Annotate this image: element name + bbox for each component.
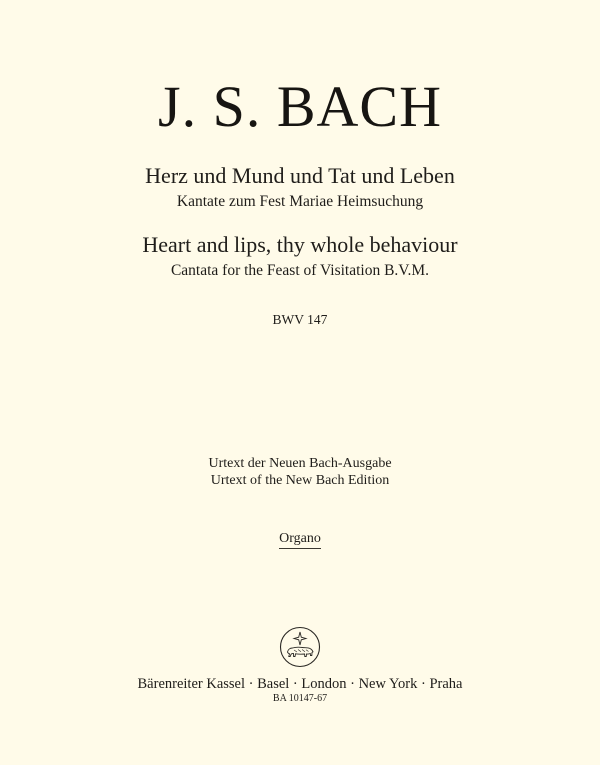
- bwv-catalog: BWV 147: [272, 312, 328, 327]
- subtitle-german: Kantate zum Fest Mariae Heimsuchung: [176, 193, 424, 210]
- title-english: Heart and lips, thy whole behaviour: [142, 232, 458, 257]
- instrument-label: Organo: [279, 530, 321, 549]
- subtitle-english: Cantata for the Feast of Visitation B.V.M.: [170, 262, 430, 279]
- composer-name: J. S. BACH: [158, 74, 442, 139]
- urtext-english: Urtext of the New Bach Edition: [210, 473, 390, 488]
- instrument-part: [0, 530, 600, 549]
- edition-catalog-number: BA 10147-67: [272, 693, 328, 704]
- urtext-german: Urtext der Neuen Bach-Ausgabe: [208, 456, 392, 471]
- publisher-line: Bärenreiter Kassel · Basel · London · New York · Praha: [137, 676, 463, 692]
- title-german: Herz und Mund und Tat und Leben: [145, 163, 455, 188]
- baerenreiter-bear-star-logo-icon: [279, 626, 321, 668]
